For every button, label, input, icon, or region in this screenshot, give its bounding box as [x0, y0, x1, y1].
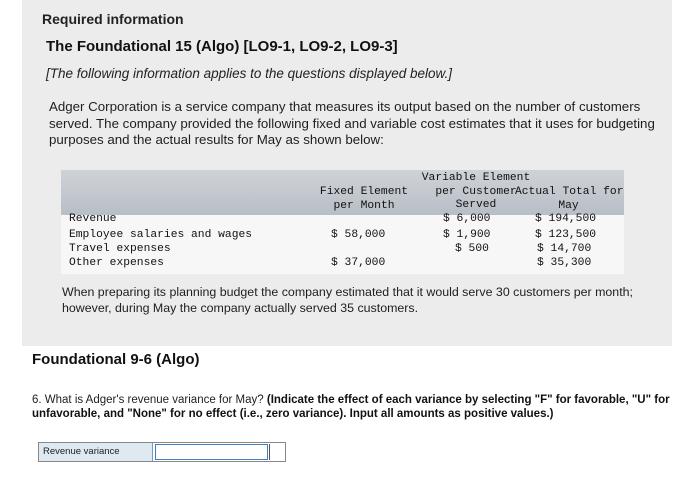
revenue-variance-label: Revenue variance [39, 443, 153, 461]
row-actual: $ 123,500 [535, 229, 597, 241]
row-fixed: $ 58,000 [331, 229, 386, 241]
required-information-heading: Required information [42, 11, 184, 27]
intro-paragraph: Adger Corporation is a service company that measures its output based on the number of customers served. The company provided the following fixed and variable cost estimates that it uses for budgeting purposes and the actual results for May as shown below: [49, 99, 655, 147]
problem-title: The Foundational 15 (Algo) [LO9-1, LO9-2, LO9-3] [46, 38, 398, 55]
row-label: Revenue [69, 213, 117, 225]
header-actual-total: Actual Total for May [515, 186, 624, 212]
row-label: Employee salaries and wages [69, 229, 253, 241]
question-instruction: (Indicate the effect of each variance by selecting "F" for favorable, "U" for unfavorable, and "None" for no effect (i.e., zero variance). Input all amounts as positive values.) [32, 394, 670, 421]
row-variable: $ 500 [455, 243, 489, 255]
table-header [61, 170, 624, 215]
favorable-unfavorable-select[interactable] [269, 444, 285, 460]
row-fixed: $ 37,000 [331, 257, 386, 269]
row-actual: $ 14,700 [537, 243, 592, 255]
problem-subtitle: [The following information applies to the questions displayed below.] [46, 66, 452, 81]
row-variable: $ 1,900 [443, 229, 491, 241]
revenue-variance-row [38, 442, 286, 462]
row-label: Travel expenses [69, 243, 171, 255]
planning-note: When preparing its planning budget the company estimated that it would serve 30 customers per month; however, during May the company actually served 35 customers. [62, 285, 633, 315]
row-variable: $ 6,000 [443, 213, 491, 225]
row-actual: $ 194,500 [535, 213, 597, 225]
header-fixed-element: Fixed Element per Month [319, 186, 409, 212]
row-label: Other expenses [69, 257, 164, 269]
cost-estimates-table [61, 170, 624, 274]
row-actual: $ 35,300 [537, 257, 592, 269]
question-text [32, 393, 692, 421]
header-variable-element: Variable Element per Customer Served [421, 172, 531, 212]
revenue-variance-input[interactable] [155, 444, 268, 460]
question-prefix: 6. What is Adger's revenue variance for May? [32, 394, 267, 406]
section-title: Foundational 9-6 (Algo) [32, 351, 200, 368]
